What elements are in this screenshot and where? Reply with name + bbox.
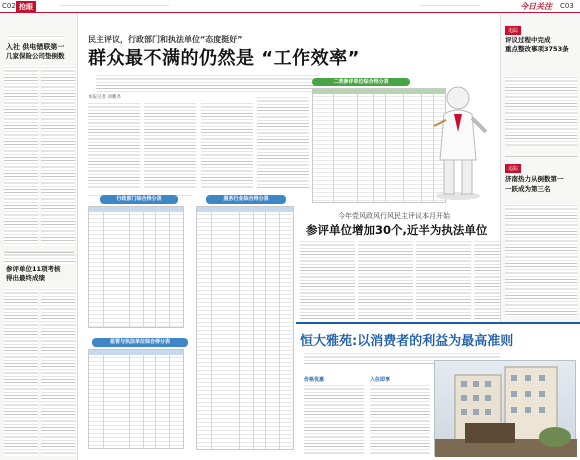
right-section-logo: 今日关注 bbox=[520, 2, 552, 11]
story2-kicker bbox=[6, 257, 58, 261]
admin-score-table bbox=[88, 206, 184, 328]
ad-building-photo bbox=[434, 360, 576, 456]
ad-box2-body bbox=[370, 384, 430, 456]
main-kicker: 民主评议，行政部门和执法单位“态度挺好” bbox=[88, 35, 243, 44]
left-dateline bbox=[60, 4, 170, 8]
body-col-4 bbox=[257, 96, 309, 190]
service-table-label bbox=[206, 195, 286, 204]
overall-score-table bbox=[312, 88, 446, 203]
center-body-col-3 bbox=[416, 240, 471, 320]
center-body-col-2 bbox=[358, 240, 413, 320]
story2-body-a bbox=[4, 288, 38, 456]
body-col-3 bbox=[201, 102, 253, 190]
story1-kicker bbox=[6, 35, 64, 39]
body-col-2 bbox=[144, 102, 196, 190]
right-badge-1: 追踪 bbox=[505, 26, 521, 35]
body-col-1 bbox=[88, 102, 140, 190]
law-table-label-text: 监管与执法单位综合得分表 bbox=[109, 339, 170, 345]
ad-block bbox=[296, 322, 580, 460]
intro-paragraph bbox=[96, 74, 318, 92]
right-story1-body bbox=[505, 76, 577, 146]
right-sidebar bbox=[500, 14, 580, 322]
presenter-illustration bbox=[432, 80, 490, 204]
admin-table-label-text: 行政部门综合得分表 bbox=[116, 196, 162, 202]
ad-box1-title: 价格优惠 bbox=[304, 377, 325, 383]
overall-table-label bbox=[312, 78, 410, 86]
right-story1-title: 评议过程中完成 bbox=[505, 36, 551, 44]
story1-body-b bbox=[41, 66, 75, 246]
byline: 本报记者 刘鹏尧 bbox=[88, 95, 121, 100]
story1-title: 入社 供电错联第一 bbox=[6, 43, 65, 51]
overall-table-label-text: 二类参评单位综合得分表 bbox=[333, 79, 389, 85]
center-kicker: 今年党风政风行风民主评议本月开始 bbox=[338, 212, 450, 220]
right-story1-subtitle: 重点整改事项3753条 bbox=[505, 45, 569, 53]
right-story2-title: 济南热力从倒数第一 bbox=[505, 175, 564, 183]
ad-box2-title: 入住即享 bbox=[370, 377, 391, 383]
story2-title: 参评单位11项考核 bbox=[6, 265, 61, 273]
right-badge-2: 追踪 bbox=[505, 164, 521, 173]
center-headline: 参评单位增加30个,近半为执法单位 bbox=[306, 223, 488, 237]
story2-body-b bbox=[41, 288, 75, 456]
story2-subtitle: 得出最终成绩 bbox=[6, 274, 45, 282]
service-score-table bbox=[196, 206, 294, 450]
right-dateline bbox=[420, 4, 480, 8]
admin-table-label bbox=[100, 195, 178, 204]
left-section-tab: 抢眼 bbox=[16, 1, 36, 13]
law-score-table bbox=[88, 349, 184, 449]
masthead bbox=[0, 0, 580, 13]
ad-box1-body bbox=[304, 384, 364, 456]
law-table-label bbox=[92, 338, 188, 347]
service-table-label-text: 服务行业综合得分表 bbox=[223, 196, 269, 202]
story1-body-a bbox=[4, 66, 38, 246]
ad-headline: 恒大雅苑:以消费者的利益为最高准则 bbox=[300, 334, 514, 349]
center-body-col-1 bbox=[300, 240, 355, 320]
story1-subtitle: 几家保险公司垫倒数 bbox=[6, 52, 65, 60]
left-sidebar bbox=[0, 14, 78, 460]
right-page-number: C03 bbox=[560, 2, 574, 10]
right-story2-subtitle: 一跃成为第三名 bbox=[505, 185, 551, 193]
main-headline: 群众最不满的仍然是 “工作效率” bbox=[88, 48, 360, 69]
right-story2-body bbox=[505, 204, 577, 316]
left-page-number: C02 bbox=[2, 2, 16, 10]
